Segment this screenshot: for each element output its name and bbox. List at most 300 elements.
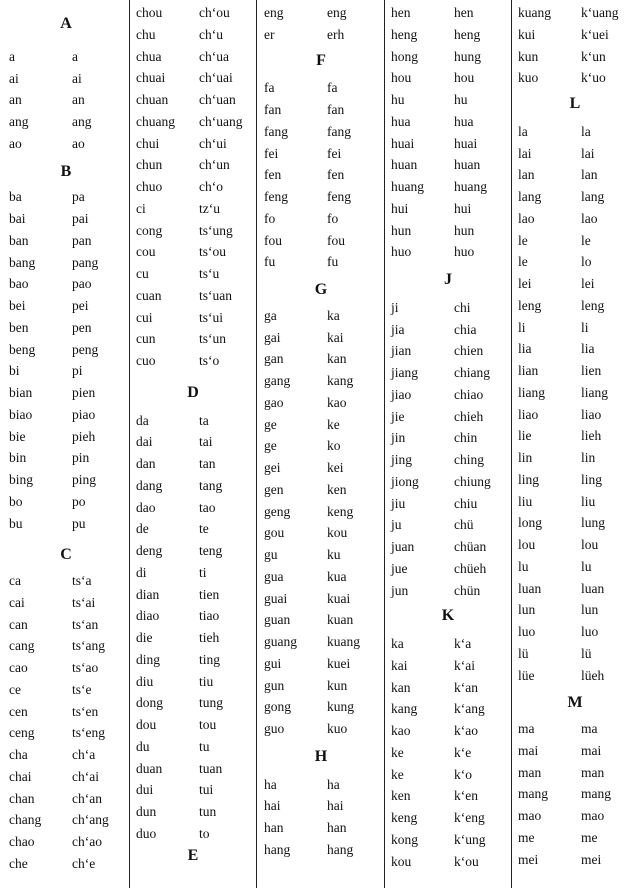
wade-giles-cell: ch‘an bbox=[72, 790, 102, 806]
wade-giles-cell: tien bbox=[199, 586, 220, 602]
wade-giles-cell: liao bbox=[581, 406, 602, 422]
pinyin-cell: mei bbox=[518, 851, 539, 867]
table-row bbox=[9, 47, 123, 67]
table-row bbox=[9, 789, 123, 809]
table-row bbox=[391, 242, 505, 262]
pinyin-cell: hun bbox=[391, 222, 412, 238]
wade-giles-cell: keng bbox=[327, 503, 354, 519]
pinyin-cell: cen bbox=[9, 703, 28, 719]
wade-giles-cell: pei bbox=[72, 298, 89, 313]
pinyin-cell: fei bbox=[264, 145, 279, 161]
wade-giles-cell: huan bbox=[454, 157, 481, 173]
pinyin-cell: kan bbox=[391, 679, 411, 695]
pinyin-cell: luo bbox=[518, 624, 536, 639]
pinyin-cell: mang bbox=[518, 786, 548, 802]
table-row bbox=[518, 68, 632, 88]
table-row bbox=[9, 90, 123, 110]
wade-giles-cell: ai bbox=[72, 70, 82, 86]
pinyin-cell: hen bbox=[391, 5, 411, 20]
wade-giles-cell: huai bbox=[454, 135, 478, 151]
pinyin-cell: luan bbox=[518, 580, 542, 596]
table-row bbox=[518, 383, 632, 403]
table-row bbox=[264, 818, 378, 838]
table-row bbox=[9, 636, 123, 656]
wade-giles-cell: lei bbox=[581, 276, 595, 291]
wade-giles-cell: kai bbox=[327, 329, 344, 345]
pinyin-cell: ke bbox=[391, 766, 404, 782]
pinyin-cell: biao bbox=[9, 406, 33, 422]
wade-giles-cell: hang bbox=[327, 841, 354, 857]
pinyin-cell: ge bbox=[264, 416, 277, 432]
pinyin-cell: lüe bbox=[518, 667, 535, 683]
table-row bbox=[136, 242, 250, 262]
section-letter-header: F bbox=[316, 51, 326, 69]
table-row bbox=[9, 571, 123, 591]
wade-giles-cell: fen bbox=[327, 167, 345, 183]
wade-giles-cell: ts‘ung bbox=[199, 222, 233, 238]
wade-giles-cell: kei bbox=[327, 460, 344, 475]
table-row bbox=[391, 581, 505, 601]
table-row bbox=[264, 502, 378, 522]
table-row bbox=[391, 808, 505, 828]
wade-giles-cell: k‘a bbox=[454, 636, 472, 651]
pinyin-cell: duan bbox=[136, 760, 163, 776]
pinyin-cell: bo bbox=[9, 493, 23, 509]
pinyin-cell: dou bbox=[136, 717, 157, 732]
table-row bbox=[391, 678, 505, 698]
wade-giles-cell: fa bbox=[327, 80, 338, 96]
pinyin-cell: mao bbox=[518, 808, 542, 823]
wade-giles-cell: pien bbox=[72, 385, 96, 400]
wade-giles-cell: kou bbox=[327, 525, 348, 541]
pinyin-cell: li bbox=[518, 319, 526, 335]
wade-giles-cell: chiung bbox=[454, 473, 491, 489]
pinyin-cell: che bbox=[9, 855, 28, 871]
table-row bbox=[9, 318, 123, 338]
pinyin-cell: du bbox=[136, 738, 150, 754]
table-row bbox=[136, 177, 250, 197]
wade-giles-cell: chüeh bbox=[454, 560, 487, 576]
pinyin-cell: eng bbox=[264, 5, 284, 20]
wade-giles-cell: erh bbox=[327, 26, 345, 42]
wade-giles-cell: ts‘u bbox=[199, 266, 220, 281]
table-row bbox=[264, 306, 378, 326]
wade-giles-cell: chia bbox=[454, 321, 477, 337]
table-row bbox=[391, 3, 505, 23]
pinyin-cell: huo bbox=[391, 244, 412, 260]
wade-giles-cell: luo bbox=[581, 624, 599, 639]
pinyin-cell: hang bbox=[264, 841, 291, 857]
table-row bbox=[136, 112, 250, 132]
wade-giles-cell: pan bbox=[72, 232, 92, 248]
pinyin-cell: guo bbox=[264, 721, 285, 736]
wade-giles-cell: tiu bbox=[199, 673, 214, 689]
pinyin-cell: bing bbox=[9, 472, 34, 487]
table-row bbox=[9, 296, 123, 316]
table-row bbox=[391, 830, 505, 850]
pinyin-cell: bian bbox=[9, 385, 33, 400]
pinyin-cell: cuo bbox=[136, 353, 156, 368]
table-row bbox=[518, 448, 632, 468]
wade-giles-cell: an bbox=[72, 92, 85, 108]
pinyin-cell: heng bbox=[391, 26, 418, 42]
pinyin-cell: jie bbox=[391, 408, 405, 424]
table-row bbox=[518, 122, 632, 142]
pinyin-cell: cui bbox=[136, 309, 153, 325]
pinyin-cell: hou bbox=[391, 70, 412, 86]
wade-giles-cell: kuan bbox=[327, 612, 354, 628]
wade-giles-cell: luan bbox=[581, 580, 605, 596]
wade-giles-cell: kan bbox=[327, 351, 347, 367]
table-row bbox=[9, 274, 123, 294]
pinyin-cell: chao bbox=[9, 834, 35, 849]
table-row bbox=[391, 472, 505, 492]
table-column-3 bbox=[264, 0, 378, 888]
wade-giles-cell: ts‘ai bbox=[72, 594, 96, 610]
wade-giles-cell: lin bbox=[581, 450, 596, 465]
pinyin-cell: jiang bbox=[391, 365, 418, 380]
pinyin-cell: feng bbox=[264, 189, 288, 204]
table-column-5 bbox=[518, 0, 632, 888]
pinyin-cell: dian bbox=[136, 586, 160, 602]
pinyin-cell: bei bbox=[9, 298, 26, 313]
table-row bbox=[391, 90, 505, 110]
wade-giles-cell: ha bbox=[327, 776, 340, 792]
pinyin-cell: lian bbox=[518, 363, 539, 378]
pinyin-cell: de bbox=[136, 521, 149, 537]
table-row bbox=[391, 112, 505, 132]
wade-giles-cell: fu bbox=[327, 254, 339, 270]
pinyin-cell: fan bbox=[264, 102, 282, 117]
pinyin-cell: deng bbox=[136, 543, 163, 558]
wade-giles-cell: k‘uang bbox=[581, 5, 619, 20]
table-row bbox=[518, 361, 632, 381]
table-row bbox=[136, 606, 250, 626]
pinyin-cell: beng bbox=[9, 341, 36, 357]
wade-giles-cell: chiu bbox=[454, 495, 478, 511]
wade-giles-cell: me bbox=[581, 829, 598, 845]
wade-giles-cell: ch‘e bbox=[72, 855, 96, 871]
pinyin-cell: hui bbox=[391, 200, 409, 216]
wade-giles-cell: tung bbox=[199, 695, 224, 711]
wade-giles-cell: a bbox=[72, 48, 78, 64]
table-row bbox=[136, 650, 250, 670]
pinyin-cell: chuo bbox=[136, 179, 163, 194]
pinyin-cell: kou bbox=[391, 853, 412, 869]
table-row bbox=[264, 78, 378, 98]
wade-giles-cell: k‘eng bbox=[454, 810, 485, 825]
table-row bbox=[136, 286, 250, 306]
wade-giles-cell: ts‘o bbox=[199, 353, 220, 368]
table-row bbox=[136, 351, 250, 371]
pinyin-cell: jue bbox=[391, 560, 408, 576]
table-row bbox=[136, 585, 250, 605]
table-row bbox=[391, 559, 505, 579]
wade-giles-cell: ping bbox=[72, 472, 97, 487]
pinyin-cell: kuo bbox=[518, 70, 539, 86]
table-row bbox=[518, 492, 632, 512]
pinyin-cell: ci bbox=[136, 200, 146, 216]
pinyin-cell: dai bbox=[136, 434, 153, 450]
wade-giles-cell: hua bbox=[454, 113, 474, 129]
table-row bbox=[9, 723, 123, 743]
table-row bbox=[9, 658, 123, 678]
wade-giles-cell: tou bbox=[199, 717, 217, 732]
pinyin-cell: chuang bbox=[136, 113, 175, 129]
wade-giles-cell: to bbox=[199, 825, 210, 841]
table-row bbox=[9, 745, 123, 765]
pinyin-cell: ao bbox=[9, 135, 22, 151]
wade-giles-cell: ts‘ou bbox=[199, 244, 226, 260]
wade-giles-cell: ken bbox=[327, 481, 347, 497]
wade-giles-cell: ts‘a bbox=[72, 573, 92, 588]
table-row bbox=[391, 656, 505, 676]
pinyin-cell: huai bbox=[391, 135, 415, 151]
pinyin-cell: ce bbox=[9, 681, 21, 697]
pinyin-cell: cun bbox=[136, 331, 156, 347]
table-row bbox=[518, 850, 632, 870]
section-letter-header: H bbox=[314, 747, 328, 765]
table-row bbox=[264, 610, 378, 630]
table-row bbox=[136, 693, 250, 713]
pinyin-cell: chun bbox=[136, 157, 163, 173]
pinyin-cell: gao bbox=[264, 394, 284, 410]
wade-giles-cell: ch‘ang bbox=[72, 812, 109, 828]
pinyin-cell: jiu bbox=[391, 495, 406, 511]
wade-giles-cell: teng bbox=[199, 543, 223, 558]
wade-giles-cell: mei bbox=[581, 851, 602, 867]
wade-giles-cell: mao bbox=[581, 808, 605, 823]
wade-giles-cell: mai bbox=[581, 742, 602, 758]
wade-giles-cell: hou bbox=[454, 70, 475, 86]
table-row bbox=[264, 252, 378, 272]
wade-giles-cell: tiao bbox=[199, 608, 220, 624]
pinyin-cell: kai bbox=[391, 657, 408, 673]
table-row bbox=[518, 806, 632, 826]
pinyin-cell: diao bbox=[136, 608, 160, 624]
pinyin-cell: ji bbox=[391, 299, 399, 315]
table-row bbox=[136, 802, 250, 822]
table-row bbox=[391, 47, 505, 67]
wade-giles-cell: tuan bbox=[199, 760, 223, 776]
pinyin-cell: cao bbox=[9, 660, 28, 675]
table-row bbox=[9, 593, 123, 613]
table-row bbox=[136, 780, 250, 800]
wade-giles-cell: ao bbox=[72, 135, 85, 151]
pinyin-cell: a bbox=[9, 48, 15, 64]
table-row bbox=[136, 134, 250, 154]
pinyin-cell: le bbox=[518, 232, 528, 248]
wade-giles-cell: kuei bbox=[327, 655, 351, 671]
table-row bbox=[264, 840, 378, 860]
table-row bbox=[264, 165, 378, 185]
pinyin-cell: lia bbox=[518, 341, 532, 357]
table-column-4 bbox=[391, 0, 505, 888]
table-row bbox=[264, 676, 378, 696]
table-row bbox=[9, 514, 123, 534]
wade-giles-cell: te bbox=[199, 521, 209, 537]
table-row bbox=[9, 810, 123, 830]
pinyin-cell: mai bbox=[518, 742, 539, 758]
pinyin-cell: fang bbox=[264, 123, 288, 139]
pinyin-cell: juan bbox=[391, 539, 415, 554]
pinyin-cell: ga bbox=[264, 307, 277, 323]
table-row bbox=[518, 3, 632, 23]
wade-giles-cell: hai bbox=[327, 798, 344, 814]
table-row bbox=[518, 719, 632, 739]
pinyin-cell: kao bbox=[391, 723, 411, 738]
table-row bbox=[518, 513, 632, 533]
table-row bbox=[264, 632, 378, 652]
pinyin-cell: fen bbox=[264, 167, 282, 183]
wade-giles-cell: fan bbox=[327, 102, 345, 117]
wade-giles-cell: ts‘un bbox=[199, 331, 226, 347]
wade-giles-cell: chin bbox=[454, 430, 478, 446]
pinyin-cell: jian bbox=[391, 343, 412, 359]
pinyin-cell: la bbox=[518, 123, 528, 139]
pinyin-cell: chan bbox=[9, 790, 35, 806]
pinyin-cell: chou bbox=[136, 5, 163, 20]
column-divider bbox=[384, 0, 385, 888]
pinyin-cell: dan bbox=[136, 456, 156, 471]
pinyin-cell: liang bbox=[518, 384, 545, 400]
table-row bbox=[518, 47, 632, 67]
pinyin-cell: di bbox=[136, 564, 147, 580]
wade-giles-cell: ting bbox=[199, 651, 221, 667]
wade-giles-cell: k‘ao bbox=[454, 723, 478, 738]
pinyin-cell: ang bbox=[9, 114, 29, 129]
table-row bbox=[518, 187, 632, 207]
pinyin-cell: an bbox=[9, 92, 22, 108]
table-row bbox=[264, 209, 378, 229]
table-row bbox=[518, 535, 632, 555]
wade-giles-cell: man bbox=[581, 764, 605, 780]
wade-giles-cell: leng bbox=[581, 297, 605, 313]
table-row bbox=[264, 589, 378, 609]
wade-giles-cell: k‘an bbox=[454, 679, 478, 695]
table-row bbox=[136, 3, 250, 23]
wade-giles-cell: lien bbox=[581, 363, 602, 378]
pinyin-cell: bang bbox=[9, 254, 36, 270]
pinyin-cell: guang bbox=[264, 634, 297, 649]
pinyin-cell: gen bbox=[264, 481, 284, 497]
table-row bbox=[391, 177, 505, 197]
wade-giles-cell: kao bbox=[327, 394, 347, 410]
table-row bbox=[518, 296, 632, 316]
pinyin-cell: chuai bbox=[136, 70, 166, 86]
table-row bbox=[9, 134, 123, 154]
pinyin-cell: le bbox=[518, 254, 528, 270]
table-row bbox=[136, 454, 250, 474]
wade-giles-cell: ch‘ui bbox=[199, 135, 227, 151]
wade-giles-cell: ma bbox=[581, 721, 598, 736]
table-row bbox=[391, 450, 505, 470]
pinyin-cell: hong bbox=[391, 48, 418, 64]
table-column-2 bbox=[136, 0, 250, 888]
table-row bbox=[391, 363, 505, 383]
pinyin-cell: fo bbox=[264, 210, 276, 226]
pinyin-cell: gei bbox=[264, 460, 281, 475]
wade-giles-cell: fei bbox=[327, 145, 342, 161]
wade-giles-cell: ts‘an bbox=[72, 616, 99, 632]
pinyin-cell: cai bbox=[9, 594, 25, 610]
wade-giles-cell: k‘uei bbox=[581, 26, 609, 42]
pinyin-cell: ai bbox=[9, 70, 19, 86]
table-row bbox=[264, 122, 378, 142]
table-row bbox=[136, 563, 250, 583]
table-row bbox=[518, 252, 632, 272]
pinyin-cell: gui bbox=[264, 655, 282, 671]
wade-giles-cell: heng bbox=[454, 26, 481, 42]
table-row bbox=[9, 702, 123, 722]
wade-giles-cell: lüeh bbox=[581, 667, 605, 683]
table-row bbox=[136, 68, 250, 88]
wade-giles-cell: chün bbox=[454, 582, 481, 598]
table-row bbox=[518, 557, 632, 577]
table-row bbox=[136, 329, 250, 349]
pinyin-cell: kuang bbox=[518, 5, 551, 20]
table-row bbox=[391, 765, 505, 785]
table-row bbox=[136, 25, 250, 45]
wade-giles-cell: ko bbox=[327, 438, 341, 454]
wade-giles-cell: kuo bbox=[327, 721, 348, 736]
pinyin-cell: liao bbox=[518, 406, 539, 422]
pinyin-cell: guan bbox=[264, 612, 291, 628]
table-row bbox=[518, 274, 632, 294]
section-letter-header: A bbox=[60, 15, 72, 32]
table-row bbox=[136, 90, 250, 110]
table-row bbox=[518, 622, 632, 642]
table-row bbox=[136, 715, 250, 735]
table-row bbox=[264, 545, 378, 565]
table-row bbox=[518, 579, 632, 599]
wade-giles-cell: li bbox=[581, 319, 589, 335]
pinyin-cell: lai bbox=[518, 145, 532, 161]
table-row bbox=[9, 405, 123, 425]
wade-giles-cell: ch‘ao bbox=[72, 834, 102, 849]
table-row bbox=[391, 743, 505, 763]
table-row bbox=[9, 615, 123, 635]
table-row bbox=[264, 371, 378, 391]
table-row bbox=[9, 427, 123, 447]
section-letter-header: J bbox=[444, 271, 452, 288]
pinyin-cell: chai bbox=[9, 768, 32, 784]
wade-giles-cell: kung bbox=[327, 699, 354, 715]
wade-giles-cell: tieh bbox=[199, 630, 220, 645]
wade-giles-cell: lang bbox=[581, 189, 605, 204]
table-row bbox=[518, 828, 632, 848]
pinyin-cell: chang bbox=[9, 812, 42, 828]
wade-giles-cell: kuang bbox=[327, 634, 360, 649]
table-row bbox=[136, 155, 250, 175]
table-row bbox=[264, 436, 378, 456]
table-row bbox=[9, 470, 123, 490]
pinyin-cell: hua bbox=[391, 113, 411, 129]
wade-giles-cell: ts‘ui bbox=[199, 309, 224, 325]
wade-giles-cell: ti bbox=[199, 564, 207, 580]
wade-giles-cell: k‘en bbox=[454, 788, 478, 804]
wade-giles-cell: peng bbox=[72, 341, 99, 357]
wade-giles-cell: chiao bbox=[454, 386, 484, 402]
table-row bbox=[264, 100, 378, 120]
wade-giles-cell: ta bbox=[199, 412, 209, 428]
table-row bbox=[518, 426, 632, 446]
table-row bbox=[9, 340, 123, 360]
wade-giles-cell: pin bbox=[72, 450, 90, 466]
wade-giles-cell: k‘ang bbox=[454, 701, 485, 717]
pinyin-cell: jun bbox=[391, 582, 409, 598]
pinyin-cell: ka bbox=[391, 636, 404, 651]
